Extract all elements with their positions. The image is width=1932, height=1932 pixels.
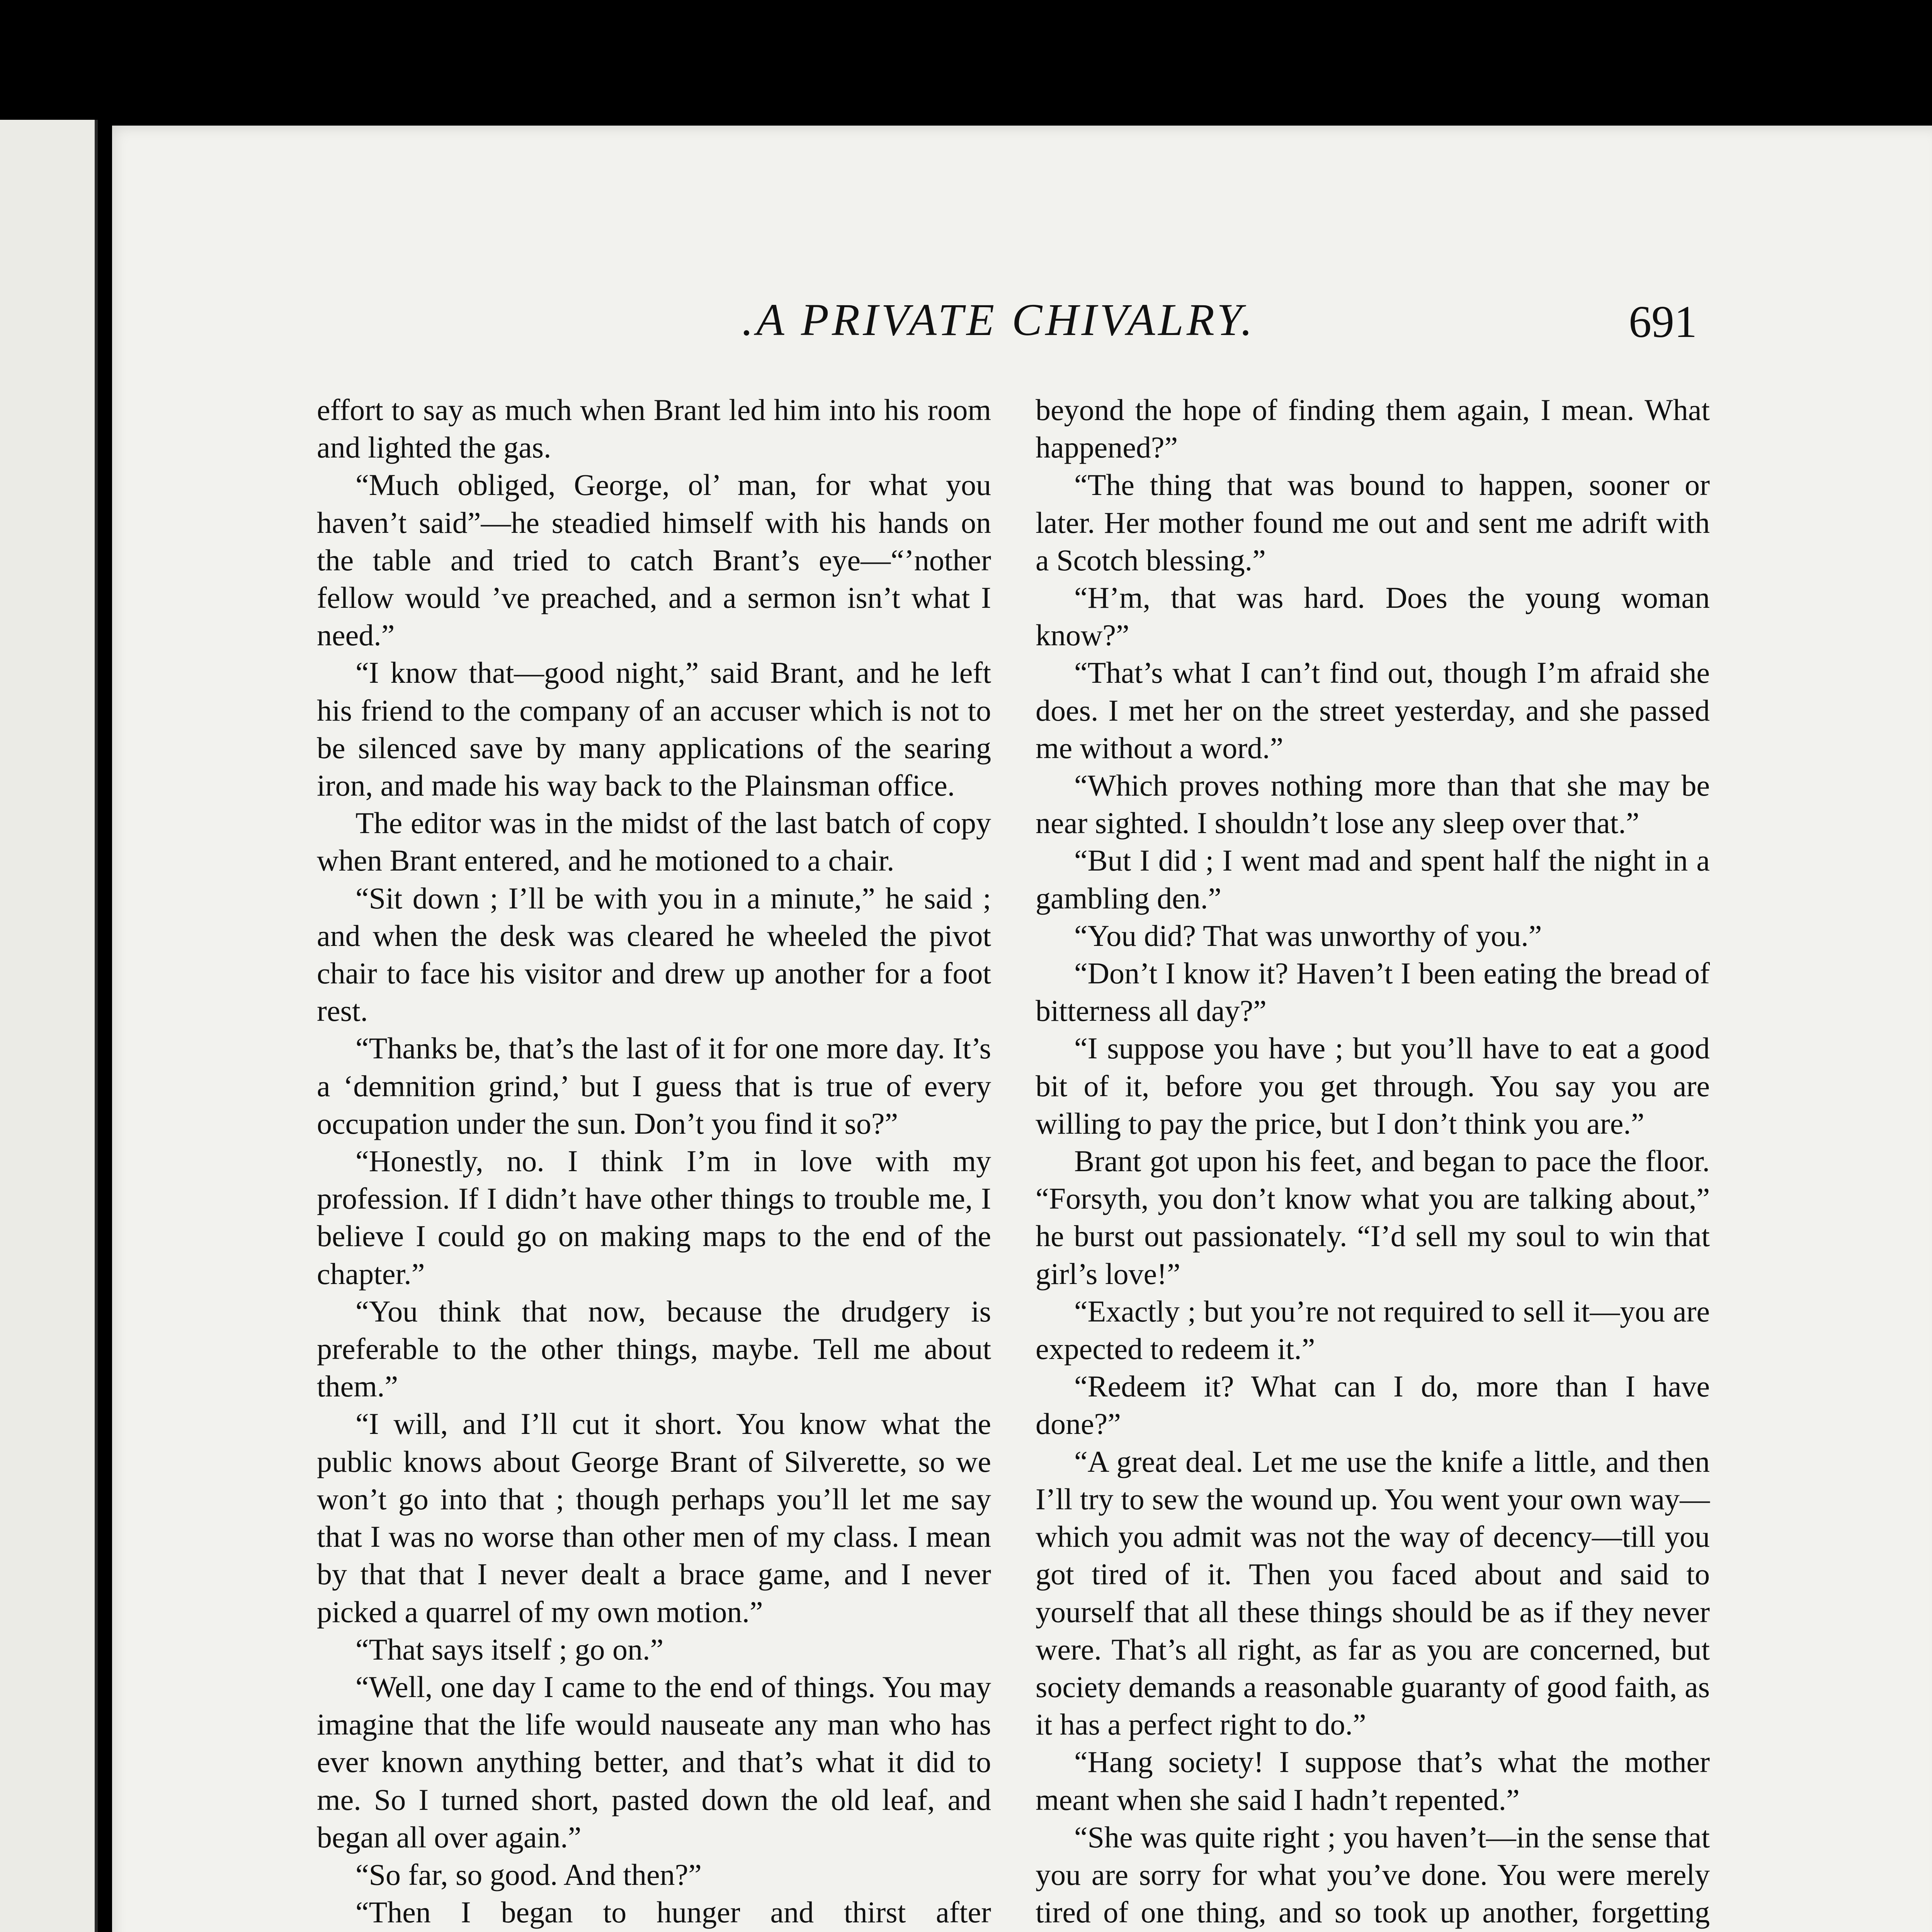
paragraph: “That’s what I can’t find out, though I’m afraid she does. I met her on the street yesterday, and she passed me without a word.”	[1036, 656, 1710, 765]
paragraph: “Don’t I know it? Haven’t I been eating the bread of bitterness all day?”	[1036, 956, 1710, 1028]
paragraph: “I will, and I’ll cut it short. You know what the public knows about George Brant of Silverette, so we won’t go into that ; though perhaps you’ll let me say that I was no worse than other men of my class. I mean by that that I never dealt a brace game, and I never picked a quarrel of my own motion.”	[317, 1407, 991, 1629]
paragraph: “I know that—good night,” said Brant, and he left his friend to the company of an accuser which is not to be silenced save by many applications of the searing iron, and made his way back to the Plainsman office.	[317, 656, 991, 803]
paragraph: “Exactly ; but you’re not required to sell it—you are expected to redeem it.”	[1036, 1294, 1710, 1366]
running-head: .A PRIVATE CHIVALRY.	[742, 294, 1256, 345]
paragraph: “Honestly, no. I think I’m in love with my profession. If I didn’t have other things to trouble me, I believe I could go on making maps to the end of the chapter.”	[317, 1144, 991, 1291]
paragraph: “Then I began to hunger and thirst after	[355, 1895, 991, 1929]
paragraph: “Redeem it? What can I do, more than I have done?”	[1036, 1369, 1710, 1441]
paragraph: “Well, one day I came to the end of things. You may imagine that the life would nauseate any man who has ever known anything better, and that’s what it did to me. So I turned short, pasted down the old leaf, and began all over again.”	[317, 1670, 991, 1854]
paragraph: “A great deal. Let me use the knife a little, and then I’ll try to sew the wound up. You went your own way—which you admit was not the way of decency—till you got tired of it. Then you faced about and said to yourself that all these things should be as if they never were. That’s all right, as far as you are concerned, but society demands a reasonable guaranty of good faith, as it has a perfect right to do.”	[1036, 1444, 1710, 1742]
page-number: 691	[1629, 296, 1697, 347]
left-column	[317, 391, 991, 1932]
paragraph: The editor was in the midst of the last batch of copy when Brant entered, and he motioned to a chair.	[317, 806, 991, 878]
paragraph: “The thing that was bound to happen, sooner or later. Her mother found me out and sent me adrift with a Scotch blessing.”	[1036, 468, 1710, 577]
paragraph: “H’m, that was hard. Does the young woman know?”	[1036, 581, 1710, 652]
paragraph: “You think that now, because the drudgery is preferable to the other things, maybe. Tell me about them.”	[317, 1294, 991, 1403]
paragraph: “That says itself ; go on.”	[355, 1632, 664, 1666]
paragraph: “So far, so good. And then?”	[355, 1857, 702, 1891]
paragraph: “Thanks be, that’s the last of it for one more day. It’s a ‘demnition grind,’ but I guess that is true of every occupation under the sun. Don’t you find it so?”	[317, 1031, 991, 1140]
right-column	[1036, 391, 1710, 1932]
paragraph: “Much obliged, George, ol’ man, for what you haven’t said”—he steadied himself with his hands on the table and tried to catch Brant’s eye—“’nother fellow would ’ve preached, and a sermon isn’t what I need.”	[317, 468, 991, 652]
paragraph: “I suppose you have ; but you’ll have to eat a good bit of it, before you get through. You say you are willing to pay the price, but I don’t think you are.”	[1036, 1031, 1710, 1140]
paragraph: “Hang society! I suppose that’s what the mother meant when she said I hadn’t repented.”	[1036, 1745, 1710, 1816]
paragraph: beyond the hope of finding them again, I mean. What happened?”	[1036, 393, 1710, 464]
paragraph: “Which proves nothing more than that she may be near sighted. I shouldn’t lose any sleep over that.”	[1036, 769, 1710, 840]
paragraph: “Sit down ; I’ll be with you in a minute,” he said ; and when the desk was cleared he wheeled the pivot chair to face his visitor and drew up another for a foot rest.	[317, 881, 991, 1028]
paragraph: effort to say as much when Brant led him into his room and lighted the gas.	[317, 393, 991, 464]
paragraph: “You did? That was unworthy of you.”	[1074, 918, 1542, 952]
paragraph: “She was quite right ; you haven’t—in the sense that you are sorry for what you’ve done. You were merely tired of one thing, and so took up another, forgetting	[1036, 1820, 1710, 1929]
paragraph: Brant got upon his feet, and began to pace the floor. “Forsyth, you don’t know what you are talking about,” he burst out passionately. “I’d sell my soul to win that girl’s love!”	[1036, 1144, 1710, 1291]
previous-page-edge	[0, 120, 98, 1932]
paragraph: “But I did ; I went mad and spent half the night in a gambling den.”	[1036, 844, 1710, 915]
